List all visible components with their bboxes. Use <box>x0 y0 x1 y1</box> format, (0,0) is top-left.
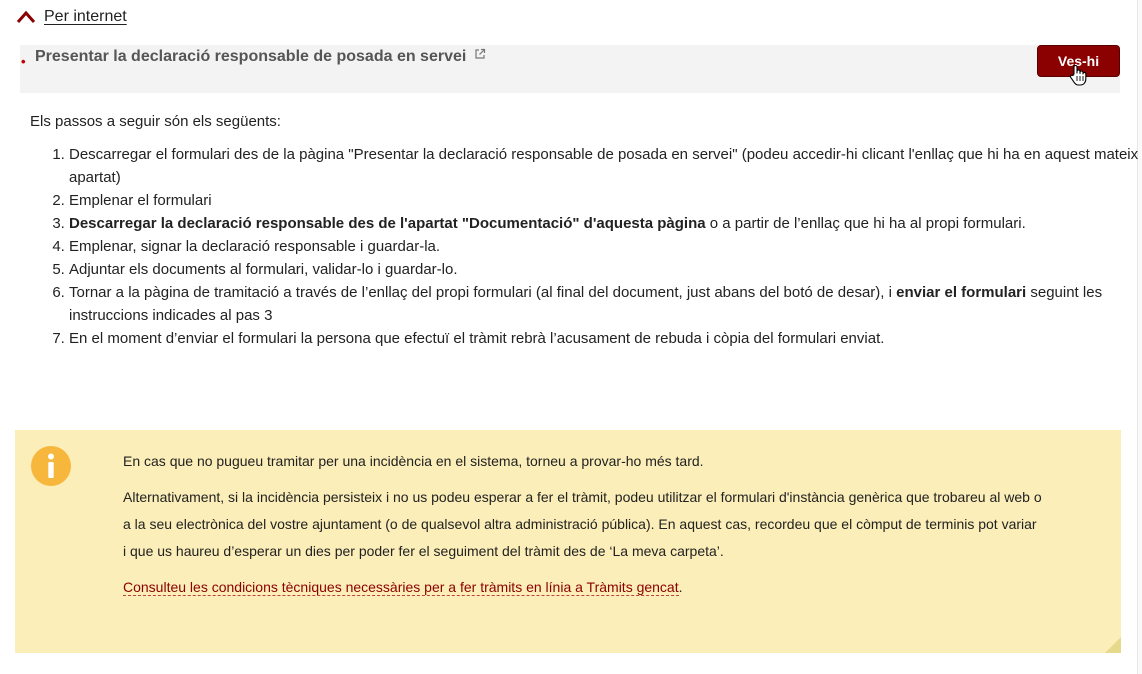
step-item <box>69 189 1142 212</box>
step-text-after: seguint les instruccions indicades al pas 3 <box>69 284 1103 324</box>
info-paragraph: Alternativament, si la incidència persisteix i no us podeu esperar a fer el tràmit, podeu utilitzar el formulari d'instància genèrica que trobareu al web o a la seu electrònica del vostre ajuntament (o de qualsevol altra administració pública). En aquest cas, recordeu que el còmput de terminis pot variar i que us haureu d’esperar un dies per poder fer el seguiment del tràmit des de ‘La meva carpeta’. <box>123 489 1042 559</box>
step-text: Tornar a la pàgina de tramitació a través de l’enllaç del propi formulari (al final del document, just abans del botó de desar), i <box>69 284 897 301</box>
go-button[interactable]: Ves-hi <box>1037 45 1120 77</box>
action-title <box>35 47 486 67</box>
hand-cursor-icon <box>1069 64 1087 86</box>
step-text: Emplenar el formulari <box>69 192 212 209</box>
steps-intro: Els passos a seguir són els següents: <box>30 113 281 130</box>
technical-conditions-link[interactable]: Consulteu les condicions tècniques necessàries per a fer tràmits en línia a Tràmits gencat <box>123 579 679 595</box>
step-text: o a partir de l’enllaç que hi ha al propi formulari. <box>705 215 1026 232</box>
action-title-text: Presentar la declaració responsable de posada en servei <box>35 48 467 65</box>
info-text <box>123 448 1043 610</box>
info-paragraph: En cas que no pugueu tramitar per una incidència en el sistema, torneu a provar-ho més tard. <box>123 453 704 469</box>
page-fold-corner <box>1105 637 1121 653</box>
step-item <box>69 212 1142 235</box>
info-link-paragraph <box>123 574 1043 601</box>
info-link-suffix: . <box>678 579 683 595</box>
accordion-title[interactable]: Per internet <box>44 8 127 25</box>
step-item <box>69 281 1142 327</box>
external-link-icon <box>474 48 486 60</box>
step-text: Emplenar, signar la declaració responsable i guardar-la. <box>69 238 441 255</box>
step-text: Descarregar el formulari des de la pàgina "Presentar la declaració responsable de posada en servei" (podeu accedir-hi clicant l'enllaç que hi ha en aquest mateix apartat) <box>69 146 1139 186</box>
info-icon <box>31 446 71 486</box>
step-text: Adjuntar els documents al formulari, validar-lo i guardar-lo. <box>69 261 458 278</box>
steps-list <box>30 143 1142 350</box>
step-item <box>69 258 1142 281</box>
chevron-up-icon <box>16 10 36 24</box>
step-item <box>69 143 1142 189</box>
bullet-icon: • <box>21 54 26 69</box>
step-text: En el moment d’enviar el formulari la persona que efectuï el tràmit rebrà l’acusament de rebuda i còpia del formulari enviat. <box>69 330 885 347</box>
step-item <box>69 235 1142 258</box>
accordion-header[interactable] <box>16 6 127 28</box>
info-box <box>15 430 1121 653</box>
step-item <box>69 327 1142 350</box>
step-bold-text: enviar el formulari <box>896 284 1027 301</box>
step-bold-text: Descarregar la declaració responsable des de l'apartat "Documentació" d'aquesta pàgina <box>69 215 706 232</box>
